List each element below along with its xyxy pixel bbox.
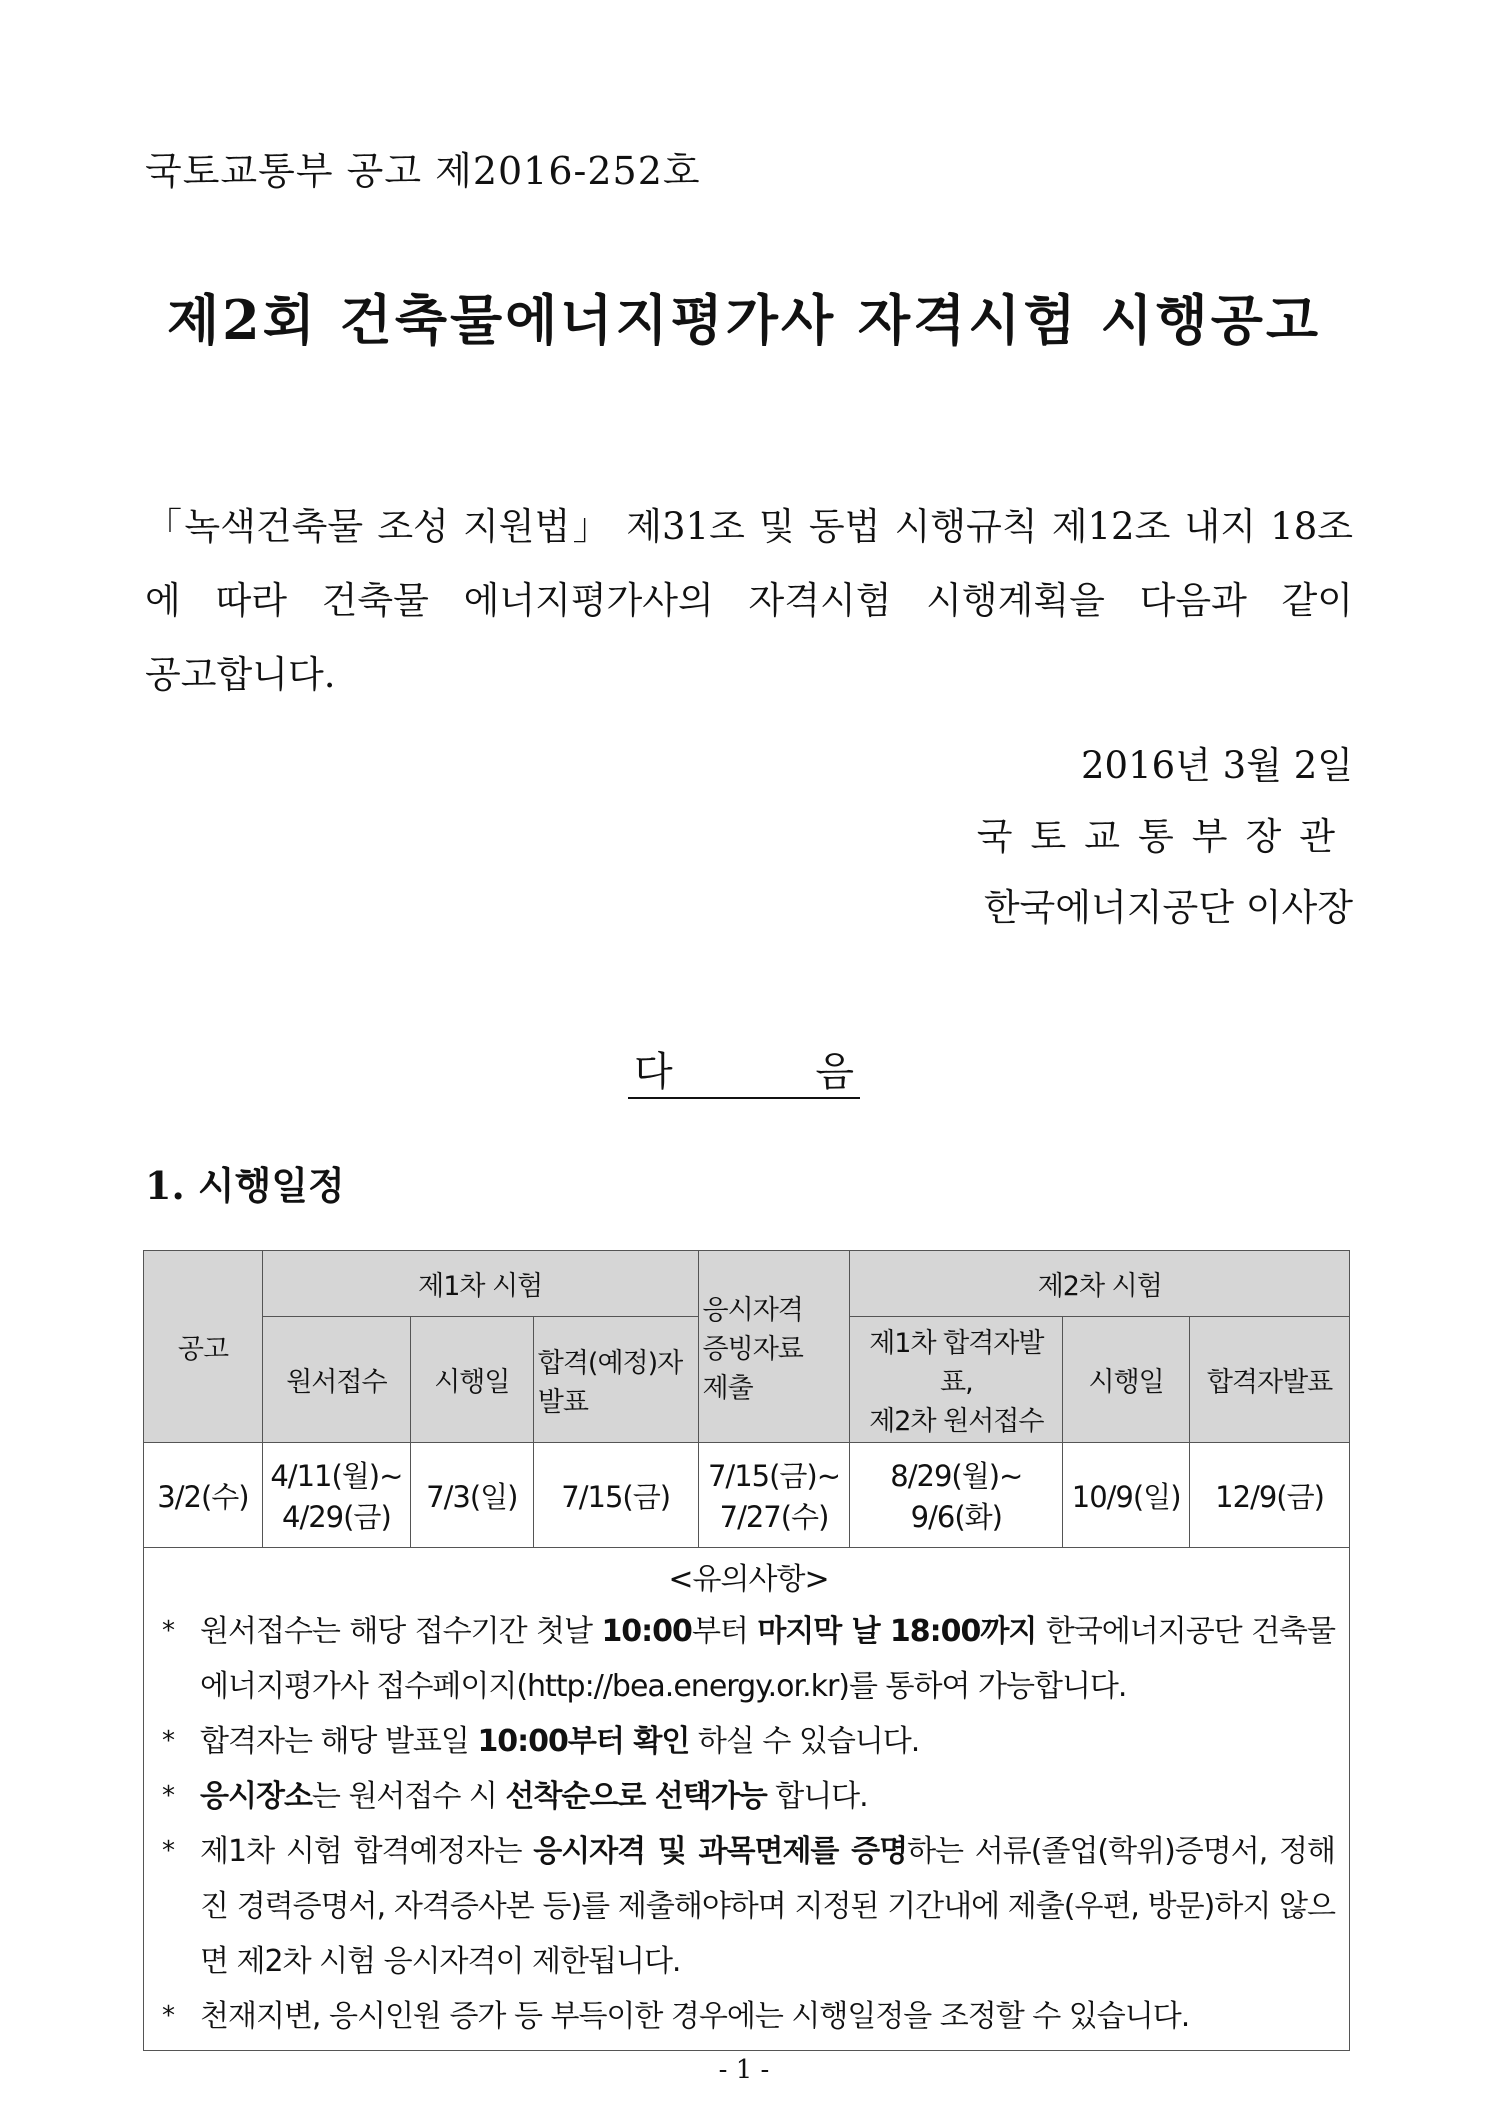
notes-title: <유의사항>	[668, 1562, 829, 1597]
header-exam-day-2: 시행일	[1063, 1317, 1190, 1443]
signer-director: 한국에너지공단 이사장	[983, 886, 1353, 929]
notes-box	[143, 1548, 1350, 2051]
cell-first-pass	[850, 1443, 1063, 1548]
header-pass-pre-line-2: 발표	[537, 1386, 588, 1418]
note-item	[162, 1714, 1335, 1769]
table-row	[144, 1443, 1350, 1548]
header-first-pass-line-1: 제1차 합격자발표,	[869, 1328, 1044, 1398]
asterisk-bullet: *	[162, 1781, 174, 1811]
cell-first-pass-line-1: 8/29(월)~	[890, 1459, 1023, 1493]
cell-docs-line-1: 7/15(금)~	[707, 1459, 841, 1493]
header-pass-pre-line-1: 합격(예정)자	[537, 1347, 683, 1379]
page-number: - 1 -	[718, 2055, 770, 2085]
note-3-part-d: 합니다.	[766, 1779, 868, 1814]
header-second-exam: 제2차 시험	[850, 1251, 1350, 1317]
asterisk-bullet: *	[162, 1616, 174, 1646]
cell-apply-line-2: 4/29(금)	[282, 1500, 391, 1534]
note-item	[162, 1989, 1335, 2044]
cell-exam-1: 7/3(일)	[410, 1443, 533, 1548]
signature-block	[977, 730, 1353, 943]
header-docs-line-3: 제출	[702, 1373, 753, 1404]
asterisk-bullet: *	[162, 2001, 174, 2031]
header-first-exam: 제1차 시험	[262, 1251, 698, 1317]
cell-apply-line-1: 4/11(월)~	[270, 1459, 403, 1493]
note-item	[162, 1769, 1335, 1824]
note-1-part-d: 마지막 날 18:00까지	[757, 1614, 1037, 1649]
note-text: 천재지변, 응시인원 증가 등 부득이한 경우에는 시행일정을 조정할 수 있습니다.	[200, 1999, 1190, 2034]
header-pass-pre	[533, 1317, 698, 1443]
note-3-part-b: 는 원서접수 시	[311, 1779, 506, 1814]
asterisk-bullet: *	[162, 1836, 174, 1866]
note-text	[200, 1604, 1335, 1714]
header-first-pass-line-2: 제2차 원서접수	[869, 1406, 1044, 1437]
intro-line-1: 「녹색건축물 조성 지원법」 제31조 및 동법 시행규칙 제12조 내지 18조에	[145, 505, 1353, 622]
cell-apply	[262, 1443, 410, 1548]
section-1-title: 1. 시행일정	[145, 1163, 345, 1208]
asterisk-bullet: *	[162, 1726, 174, 1756]
intro-line-3: 공고합니다.	[145, 653, 336, 696]
note-1-part-a: 원서접수는 해당 접수기간 첫날	[200, 1614, 602, 1649]
cell-pass-pre: 7/15(금)	[533, 1443, 698, 1548]
header-notice: 공고	[144, 1251, 263, 1443]
cell-docs	[698, 1443, 850, 1548]
note-2-part-b: 10:00부터 확인	[477, 1724, 690, 1759]
cell-pass-final: 12/9(금)	[1190, 1443, 1350, 1548]
schedule-table-container	[143, 1250, 1350, 2051]
header-apply: 원서접수	[262, 1317, 410, 1443]
note-item	[162, 1604, 1335, 1714]
note-text	[200, 1824, 1335, 1989]
note-4-part-b: 응시자격 및 과목면제를 증명	[533, 1834, 908, 1869]
header-first-pass	[850, 1317, 1063, 1443]
note-item	[162, 1824, 1335, 1989]
header-docs-line-1: 응시자격	[702, 1295, 803, 1326]
schedule-table	[143, 1250, 1350, 1548]
note-1-part-c: 부터	[691, 1614, 758, 1649]
note-4-part-c: 하는 서류(졸업(학위)증명서, 정해진 경력증명서, 자격증사본 등)를 제출해야하며 지정된 기간내에 제출(우편, 방문)하지 않으면 제2차 시험 응시자격이 제한됩니다.	[200, 1834, 1336, 1979]
cell-docs-line-2: 7/27(수)	[719, 1500, 829, 1534]
cell-notice: 3/2(수)	[144, 1443, 263, 1548]
intro-line-2: 따라 건축물 에너지평가사의 자격시험 시행계획을 다음과 같이	[215, 579, 1354, 622]
header-pass-final: 합격자발표	[1190, 1317, 1350, 1443]
note-1-part-b: 10:00	[601, 1614, 692, 1649]
note-2-part-c: 하실 수 있습니다.	[689, 1724, 920, 1759]
note-text	[200, 1769, 1335, 1824]
signer-minister: 국토교통부장관	[976, 815, 1353, 858]
intro-paragraph	[145, 490, 1353, 712]
note-1-part-e: 한국에너지공단 건축물에너지평가사 접수페이지(http://bea.energy.or.kr)를 통하여 가능합니다.	[200, 1614, 1336, 1704]
note-text	[200, 1714, 1335, 1769]
header-docs	[698, 1251, 850, 1443]
note-4-part-a: 제1차 시험 합격예정자는	[200, 1834, 534, 1869]
section-heading	[0, 1040, 1488, 1099]
note-3-part-c: 선착순으로 선택가능	[505, 1779, 767, 1814]
cell-first-pass-line-2: 9/6(화)	[910, 1500, 1002, 1534]
notice-number: 국토교통부 공고 제2016-252호	[145, 149, 701, 193]
header-exam-day-1: 시행일	[410, 1317, 533, 1443]
cell-exam-2: 10/9(일)	[1063, 1443, 1190, 1548]
section-heading-text: 다 음	[628, 1040, 860, 1099]
document-title: 제2회 건축물에너지평가사 자격시험 시행공고	[166, 288, 1322, 352]
note-3-part-a: 응시장소	[200, 1779, 312, 1814]
note-2-part-a: 합격자는 해당 발표일	[200, 1724, 478, 1759]
header-docs-line-2: 증빙자료	[702, 1334, 803, 1365]
announcement-date: 2016년 3월 2일	[1081, 744, 1353, 787]
